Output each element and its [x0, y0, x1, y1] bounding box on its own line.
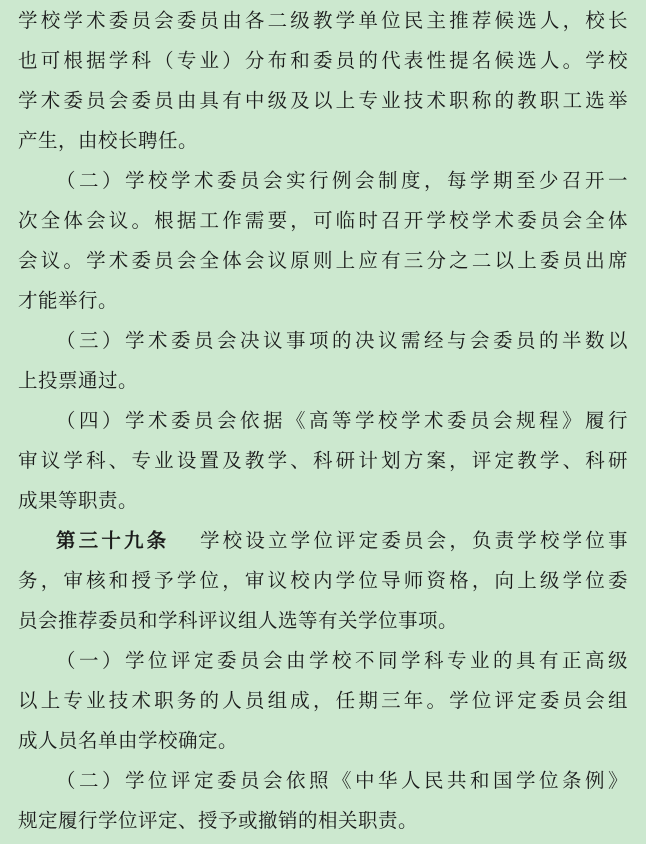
text-line: 成人员名单由学校确定。	[18, 729, 239, 752]
text-line: 次全体会议。根据工作需要，可临时召开学校学术委员会全体	[18, 209, 628, 232]
text-line: 也可根据学科（专业）分布和委员的代表性提名候选人。学校	[18, 49, 628, 72]
text-line: （三）学术委员会决议事项的决议需经与会委员的半数以	[56, 329, 628, 352]
text-line: 审议学科、专业设置及教学、科研计划方案，评定教学、科研	[18, 449, 628, 472]
text-line: （二）学校学术委员会实行例会制度，每学期至少召开一	[56, 169, 628, 192]
text-line: 成果等职责。	[18, 489, 139, 512]
article-heading: 第三十九条	[56, 529, 170, 552]
text-line: （四）学术委员会依据《高等学校学术委员会规程》履行	[56, 409, 628, 432]
text-line: 学校学术委员会委员由各二级教学单位民主推荐候选人，校长	[18, 9, 628, 32]
text-line: （一）学位评定委员会由学校不同学科专业的具有正高级	[56, 649, 628, 672]
text-line: （二）学位评定委员会依照《中华人民共和国学位条例》	[56, 769, 628, 792]
text-line: 学术委员会委员由具有中级及以上专业技术职称的教职工选举	[18, 89, 628, 112]
text-line: 员会推荐委员和学科评议组人选等有关学位事项。	[18, 609, 459, 632]
text-line: 以上专业技术职务的人员组成，任期三年。学位评定委员会组	[18, 689, 628, 712]
text-line: 才能举行。	[18, 289, 119, 312]
article-heading-line	[56, 521, 628, 561]
text-line: 规定履行学位评定、授予或撤销的相关职责。	[18, 809, 419, 832]
text-line: 会议。学术委员会全体会议原则上应有三分之二以上委员出席	[18, 249, 628, 272]
text-line: 产生，由校长聘任。	[18, 129, 199, 152]
text-line: 上投票通过。	[18, 369, 139, 392]
text-line: 学校设立学位评定委员会，负责学校学位事	[197, 529, 628, 552]
text-line: 务，审核和授予学位，审议校内学位导师资格，向上级学位委	[18, 569, 628, 592]
